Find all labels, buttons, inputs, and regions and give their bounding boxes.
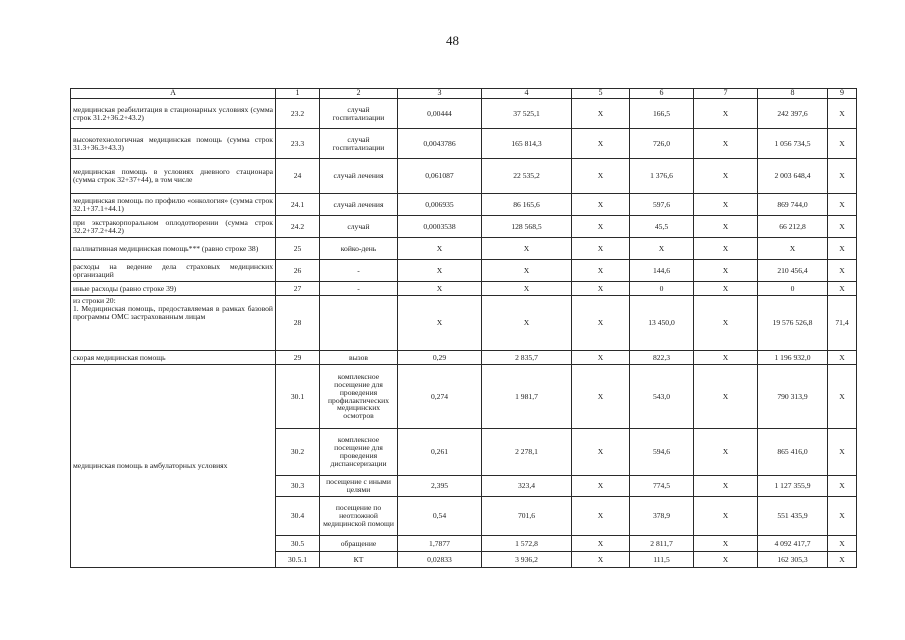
- value-cell: 66 212,8: [758, 216, 828, 238]
- value-cell: Х: [694, 536, 758, 552]
- value-cell: 4 092 417,7: [758, 536, 828, 552]
- value-cell: Х: [694, 497, 758, 536]
- value-cell: 162 305,3: [758, 552, 828, 568]
- row-number: 27: [276, 282, 320, 296]
- value-cell: Х: [828, 238, 857, 260]
- table-row: [71, 351, 857, 365]
- value-cell: 551 435,9: [758, 497, 828, 536]
- unit-cell: случай: [320, 216, 398, 238]
- value-cell: 37 525,1: [482, 99, 572, 129]
- row-label-line: 1. Медицинская помощь, предоставляемая в рамках базовой программы ОМС застрахованным лицам: [73, 303, 273, 321]
- table-row: [71, 260, 857, 282]
- value-cell: Х: [694, 429, 758, 476]
- value-cell: 165 814,3: [482, 129, 572, 159]
- table-row: [71, 238, 857, 260]
- col-header: 7: [694, 89, 758, 99]
- value-cell: Х: [572, 497, 630, 536]
- value-cell: 2 003 648,4: [758, 159, 828, 194]
- unit-cell: обращение: [320, 536, 398, 552]
- col-header: 1: [276, 89, 320, 99]
- row-number: 28: [276, 296, 320, 351]
- financing-table: [70, 88, 857, 568]
- value-cell: 790 313,9: [758, 365, 828, 429]
- value-cell: 1 127 355,9: [758, 476, 828, 497]
- value-cell: Х: [482, 238, 572, 260]
- row-number: 24: [276, 159, 320, 194]
- value-cell: 19 576 526,8: [758, 296, 828, 351]
- value-cell: 1 056 734,5: [758, 129, 828, 159]
- row-number: 24.1: [276, 194, 320, 216]
- value-cell: Х: [828, 99, 857, 129]
- row-label: медицинская помощь по профилю «онкология» (сумма строк 32.1+37.1+44.1): [71, 194, 276, 216]
- value-cell: Х: [572, 99, 630, 129]
- unit-cell: случай лечения: [320, 194, 398, 216]
- table-row: [71, 365, 857, 429]
- value-cell: 0,0043786: [398, 129, 482, 159]
- value-cell: Х: [572, 351, 630, 365]
- value-cell: Х: [694, 99, 758, 129]
- row-number: 26: [276, 260, 320, 282]
- row-label-line: из строки 20:: [73, 296, 116, 305]
- value-cell: Х: [694, 552, 758, 568]
- value-cell: 2 835,7: [482, 351, 572, 365]
- row-number: 30.4: [276, 497, 320, 536]
- value-cell: Х: [694, 216, 758, 238]
- value-cell: Х: [572, 429, 630, 476]
- value-cell: Х: [482, 296, 572, 351]
- value-cell: 869 744,0: [758, 194, 828, 216]
- row-label: медицинская помощь в условиях дневного стационара (сумма строк 32+37+44), в том числе: [71, 159, 276, 194]
- row-number: 29: [276, 351, 320, 365]
- value-cell: 144,6: [630, 260, 694, 282]
- value-cell: Х: [694, 365, 758, 429]
- value-cell: 2,395: [398, 476, 482, 497]
- value-cell: Х: [482, 282, 572, 296]
- value-cell: Х: [398, 238, 482, 260]
- value-cell: 0,274: [398, 365, 482, 429]
- row-number: 30.2: [276, 429, 320, 476]
- value-cell: 210 456,4: [758, 260, 828, 282]
- value-cell: 13 450,0: [630, 296, 694, 351]
- value-cell: 594,6: [630, 429, 694, 476]
- value-cell: Х: [694, 260, 758, 282]
- value-cell: Х: [694, 129, 758, 159]
- row-number: 30.3: [276, 476, 320, 497]
- col-header: 4: [482, 89, 572, 99]
- value-cell: 701,6: [482, 497, 572, 536]
- row-label: паллиативная медицинская помощь*** (равно строке 38): [71, 238, 276, 260]
- value-cell: 0,29: [398, 351, 482, 365]
- col-header: 3: [398, 89, 482, 99]
- value-cell: Х: [572, 476, 630, 497]
- value-cell: Х: [694, 351, 758, 365]
- row-label: при экстракорпоральном оплодотворении (сумма строк 32.2+37.2+44.2): [71, 216, 276, 238]
- unit-cell: комплексное посещение для проведения профилактических медицинских осмотров: [320, 365, 398, 429]
- value-cell: Х: [828, 351, 857, 365]
- value-cell: Х: [572, 282, 630, 296]
- value-cell: Х: [572, 296, 630, 351]
- value-cell: Х: [572, 159, 630, 194]
- table-row: [71, 216, 857, 238]
- value-cell: Х: [828, 194, 857, 216]
- value-cell: 128 568,5: [482, 216, 572, 238]
- col-header: А: [71, 89, 276, 99]
- value-cell: Х: [572, 216, 630, 238]
- value-cell: Х: [572, 552, 630, 568]
- value-cell: 0,0003538: [398, 216, 482, 238]
- value-cell: 0: [630, 282, 694, 296]
- col-header: 6: [630, 89, 694, 99]
- value-cell: Х: [828, 429, 857, 476]
- value-cell: 865 416,0: [758, 429, 828, 476]
- col-header: 2: [320, 89, 398, 99]
- value-cell: 2 278,1: [482, 429, 572, 476]
- table-row: [71, 99, 857, 129]
- value-cell: Х: [572, 260, 630, 282]
- unit-cell: случай госпитализации: [320, 129, 398, 159]
- value-cell: 378,9: [630, 497, 694, 536]
- value-cell: Х: [828, 216, 857, 238]
- value-cell: 0,061087: [398, 159, 482, 194]
- value-cell: 3 936,2: [482, 552, 572, 568]
- value-cell: 0,261: [398, 429, 482, 476]
- value-cell: Х: [694, 194, 758, 216]
- value-cell: 111,5: [630, 552, 694, 568]
- unit-cell: КТ: [320, 552, 398, 568]
- value-cell: Х: [828, 282, 857, 296]
- value-cell: Х: [828, 260, 857, 282]
- row-number: 23.2: [276, 99, 320, 129]
- unit-cell: койко-день: [320, 238, 398, 260]
- value-cell: Х: [828, 536, 857, 552]
- value-cell: Х: [828, 552, 857, 568]
- value-cell: 1 981,7: [482, 365, 572, 429]
- value-cell: Х: [398, 260, 482, 282]
- row-number: 25: [276, 238, 320, 260]
- value-cell: Х: [572, 194, 630, 216]
- value-cell: 2 811,7: [630, 536, 694, 552]
- row-label: медицинская помощь в амбулаторных условиях: [71, 365, 276, 568]
- unit-cell: случай лечения: [320, 159, 398, 194]
- value-cell: Х: [694, 282, 758, 296]
- value-cell: 0,02833: [398, 552, 482, 568]
- value-cell: 1 196 932,0: [758, 351, 828, 365]
- value-cell: Х: [828, 129, 857, 159]
- value-cell: 166,5: [630, 99, 694, 129]
- row-number: 24.2: [276, 216, 320, 238]
- unit-cell: вызов: [320, 351, 398, 365]
- value-cell: 22 535,2: [482, 159, 572, 194]
- value-cell: 0,006935: [398, 194, 482, 216]
- value-cell: 242 397,6: [758, 99, 828, 129]
- value-cell: Х: [694, 476, 758, 497]
- row-label: иные расходы (равно строке 39): [71, 282, 276, 296]
- unit-cell: -: [320, 260, 398, 282]
- value-cell: Х: [398, 296, 482, 351]
- table-row: [71, 129, 857, 159]
- value-cell: 1 572,8: [482, 536, 572, 552]
- header-row: [71, 89, 857, 99]
- unit-cell: комплексное посещение для проведения диспансеризации: [320, 429, 398, 476]
- value-cell: Х: [572, 129, 630, 159]
- value-cell: 1,7877: [398, 536, 482, 552]
- value-cell: 0,00444: [398, 99, 482, 129]
- unit-cell: случай госпитализации: [320, 99, 398, 129]
- table-row: [71, 194, 857, 216]
- value-cell: 726,0: [630, 129, 694, 159]
- table-row: [71, 296, 857, 351]
- value-cell: 45,5: [630, 216, 694, 238]
- value-cell: Х: [758, 238, 828, 260]
- unit-cell: посещение с иными целями: [320, 476, 398, 497]
- value-cell: Х: [572, 238, 630, 260]
- col-header: 8: [758, 89, 828, 99]
- value-cell: 822,3: [630, 351, 694, 365]
- table-row: [71, 282, 857, 296]
- value-cell: 86 165,6: [482, 194, 572, 216]
- row-label: расходы на ведение дела страховых медицинских организаций: [71, 260, 276, 282]
- value-cell: Х: [828, 159, 857, 194]
- row-number: 30.1: [276, 365, 320, 429]
- value-cell: 0,54: [398, 497, 482, 536]
- value-cell: Х: [572, 536, 630, 552]
- col-header: 9: [828, 89, 857, 99]
- row-number: 30.5: [276, 536, 320, 552]
- unit-cell: посещение по неотложной медицинской помощи: [320, 497, 398, 536]
- value-cell: 1 376,6: [630, 159, 694, 194]
- row-label: медицинская реабилитация в стационарных условиях (сумма строк 31.2+36.2+43.2): [71, 99, 276, 129]
- unit-cell: -: [320, 282, 398, 296]
- value-cell: Х: [828, 497, 857, 536]
- value-cell: Х: [572, 365, 630, 429]
- value-cell: Х: [828, 476, 857, 497]
- page-number: 48: [446, 33, 459, 48]
- value-cell: Х: [398, 282, 482, 296]
- row-label: высокотехнологичная медицинская помощь (сумма строк 31.3+36.3+43.3): [71, 129, 276, 159]
- value-cell: Х: [482, 260, 572, 282]
- value-cell: Х: [828, 365, 857, 429]
- value-cell: Х: [630, 238, 694, 260]
- value-cell: 71,4: [828, 296, 857, 351]
- value-cell: Х: [694, 159, 758, 194]
- value-cell: 543,0: [630, 365, 694, 429]
- value-cell: 323,4: [482, 476, 572, 497]
- value-cell: Х: [694, 238, 758, 260]
- row-number: 30.5.1: [276, 552, 320, 568]
- value-cell: 0: [758, 282, 828, 296]
- table-row: [71, 159, 857, 194]
- unit-cell: [320, 296, 398, 351]
- col-header: 5: [572, 89, 630, 99]
- value-cell: 774,5: [630, 476, 694, 497]
- row-number: 23.3: [276, 129, 320, 159]
- row-label: скорая медицинская помощь: [71, 351, 276, 365]
- value-cell: 597,6: [630, 194, 694, 216]
- row-label: [71, 296, 276, 351]
- value-cell: Х: [694, 296, 758, 351]
